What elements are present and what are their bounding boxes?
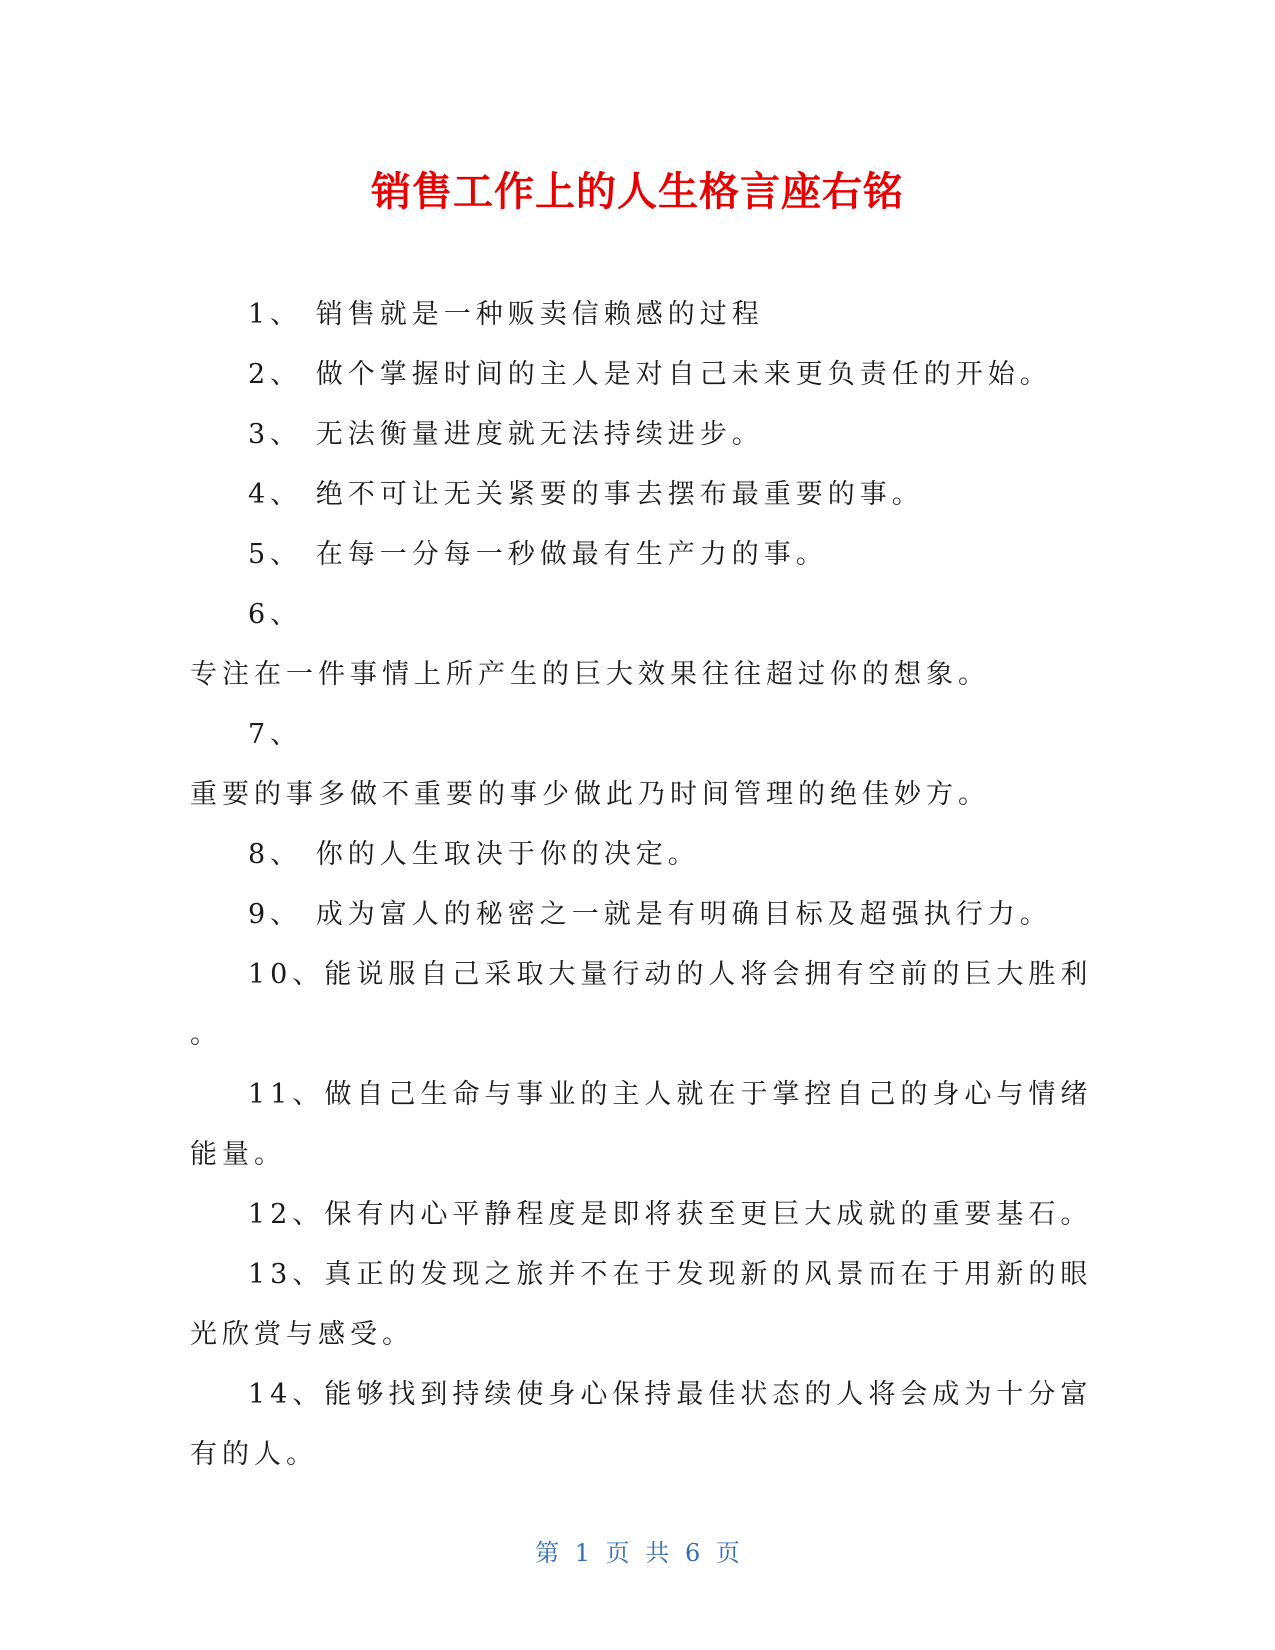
quote-line-13: 13、真正的发现之旅并不在于发现新的风景而在于用新的眼: [248, 1259, 1093, 1290]
quote-line-7-text: 重要的事多做不重要的事少做此乃时间管理的绝佳妙方。: [190, 779, 990, 810]
page-number-footer: 第 1 页 共 6 页: [535, 1539, 740, 1567]
quote-line-9: 9、 成为富人的秘密之一就是有明确目标及超强执行力。: [248, 899, 1052, 930]
quote-line-5: 5、 在每一分每一秒做最有生产力的事。: [248, 539, 828, 570]
quote-line-1: 1、 销售就是一种贩卖信赖感的过程: [248, 299, 764, 330]
quote-line-6-text: 专注在一件事情上所产生的巨大效果往往超过你的想象。: [190, 659, 990, 690]
quote-line-10: 10、能说服自己采取大量行动的人将会拥有空前的巨大胜利: [248, 959, 1093, 990]
quote-line-4: 4、 绝不可让无关紧要的事去摆布最重要的事。: [248, 479, 924, 510]
quote-line-11: 11、做自己生命与事业的主人就在于掌控自己的身心与情绪: [248, 1079, 1093, 1110]
quote-line-12: 12、保有内心平静程度是即将获至更巨大成就的重要基石。: [248, 1199, 1093, 1230]
quote-line-8: 8、 你的人生取决于你的决定。: [248, 839, 700, 870]
quote-line-14: 14、能够找到持续使身心保持最佳状态的人将会成为十分富: [248, 1379, 1093, 1410]
document-title: 销售工作上的人生格言座右铭: [371, 169, 904, 215]
quote-line-11-cont: 能量。: [190, 1139, 286, 1170]
quote-line-10-cont: 。: [190, 1019, 222, 1050]
quote-line-13-cont: 光欣赏与感受。: [190, 1319, 414, 1350]
quote-line-7-number: 7、: [248, 719, 303, 750]
quote-line-3: 3、 无法衡量进度就无法持续进步。: [248, 419, 764, 450]
quote-line-6-number: 6、: [248, 599, 303, 630]
quote-line-2: 2、 做个掌握时间的主人是对自己未来更负责任的开始。: [248, 359, 1052, 390]
quote-line-14-cont: 有的人。: [190, 1439, 318, 1470]
